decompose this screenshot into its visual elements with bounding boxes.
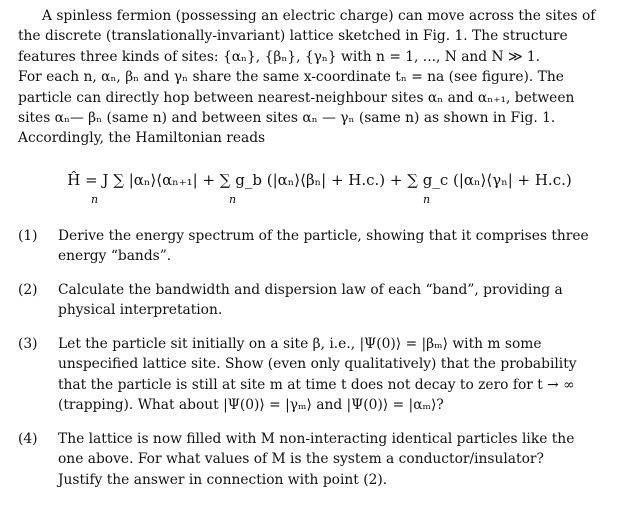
question-item <box>18 280 563 321</box>
sum-indices <box>0 190 639 204</box>
hamiltonian-equation <box>0 170 639 206</box>
intro-line: the discrete (translationally-invariant) lattice sketched in Fig. 1. The structure <box>18 28 568 45</box>
question-line: energy “bands”. <box>58 248 172 265</box>
sum-index-label: n <box>229 193 237 206</box>
question-line: physical interpretation. <box>58 302 223 319</box>
question-line: Derive the energy spectrum of the particle, showing that it comprises three <box>58 228 589 244</box>
question-line: unspecified lattice site. Show (even only qualitatively) that the probability <box>58 356 577 373</box>
question-line: Justify the answer in connection with point (2). <box>58 471 388 488</box>
question-line: one above. For what values of M is the system a conductor/insulator? <box>58 451 544 468</box>
question-text <box>58 226 589 267</box>
intro-line: A spinless fermion (possessing an electric charge) can move across the sites of <box>42 8 596 24</box>
problem-intro <box>18 6 623 149</box>
question-line: Calculate the bandwidth and dispersion law of each “band”, providing a <box>58 282 563 298</box>
question-item <box>18 334 577 416</box>
question-item <box>18 429 574 490</box>
question-number: (2) <box>18 282 38 298</box>
sum-index-label: n <box>423 193 431 206</box>
intro-line: For each n, αₙ, βₙ and γₙ share the same x-coordinate tₙ = na (see figure). The <box>18 69 564 86</box>
question-number: (4) <box>18 431 38 447</box>
question-text <box>58 429 574 490</box>
question-line: (trapping). What about |Ψ(0)⟩ = |γₘ⟩ and |Ψ(0)⟩ = |αₘ⟩? <box>58 397 444 414</box>
intro-line: features three kinds of sites: {αₙ}, {βₙ}, {γₙ} with n = 1, ..., N and N ≫ 1. <box>18 48 540 65</box>
question-line: The lattice is now filled with M non-interacting identical particles like the <box>58 431 575 447</box>
question-item <box>18 226 589 267</box>
intro-line: sites αₙ— βₙ (same n) and between sites αₙ — γₙ (same n) as shown in Fig. 1. <box>18 110 556 127</box>
hamiltonian-expression: Ĥ = J ∑ |αₙ⟩⟨αₙ₊₁| + ∑ g_b (|αₙ⟩⟨βₙ| + H.c.) + ∑ g_c (|αₙ⟩⟨γₙ| + H.c.) <box>67 171 572 189</box>
question-text <box>58 280 563 321</box>
question-number: (3) <box>18 336 38 352</box>
intro-line: Accordingly, the Hamiltonian reads <box>18 130 266 147</box>
question-line: Let the particle sit initially on a site β, i.e., |Ψ(0)⟩ = |βₘ⟩ with m some <box>58 336 542 352</box>
intro-line: particle can directly hop between nearest-neighbour sites αₙ and αₙ₊₁, between <box>18 89 575 106</box>
question-text <box>58 334 577 416</box>
question-line: that the particle is still at site m at time t does not decay to zero for t → ∞ <box>58 376 575 393</box>
sum-index-label: n <box>91 193 99 206</box>
question-number: (1) <box>18 228 38 244</box>
